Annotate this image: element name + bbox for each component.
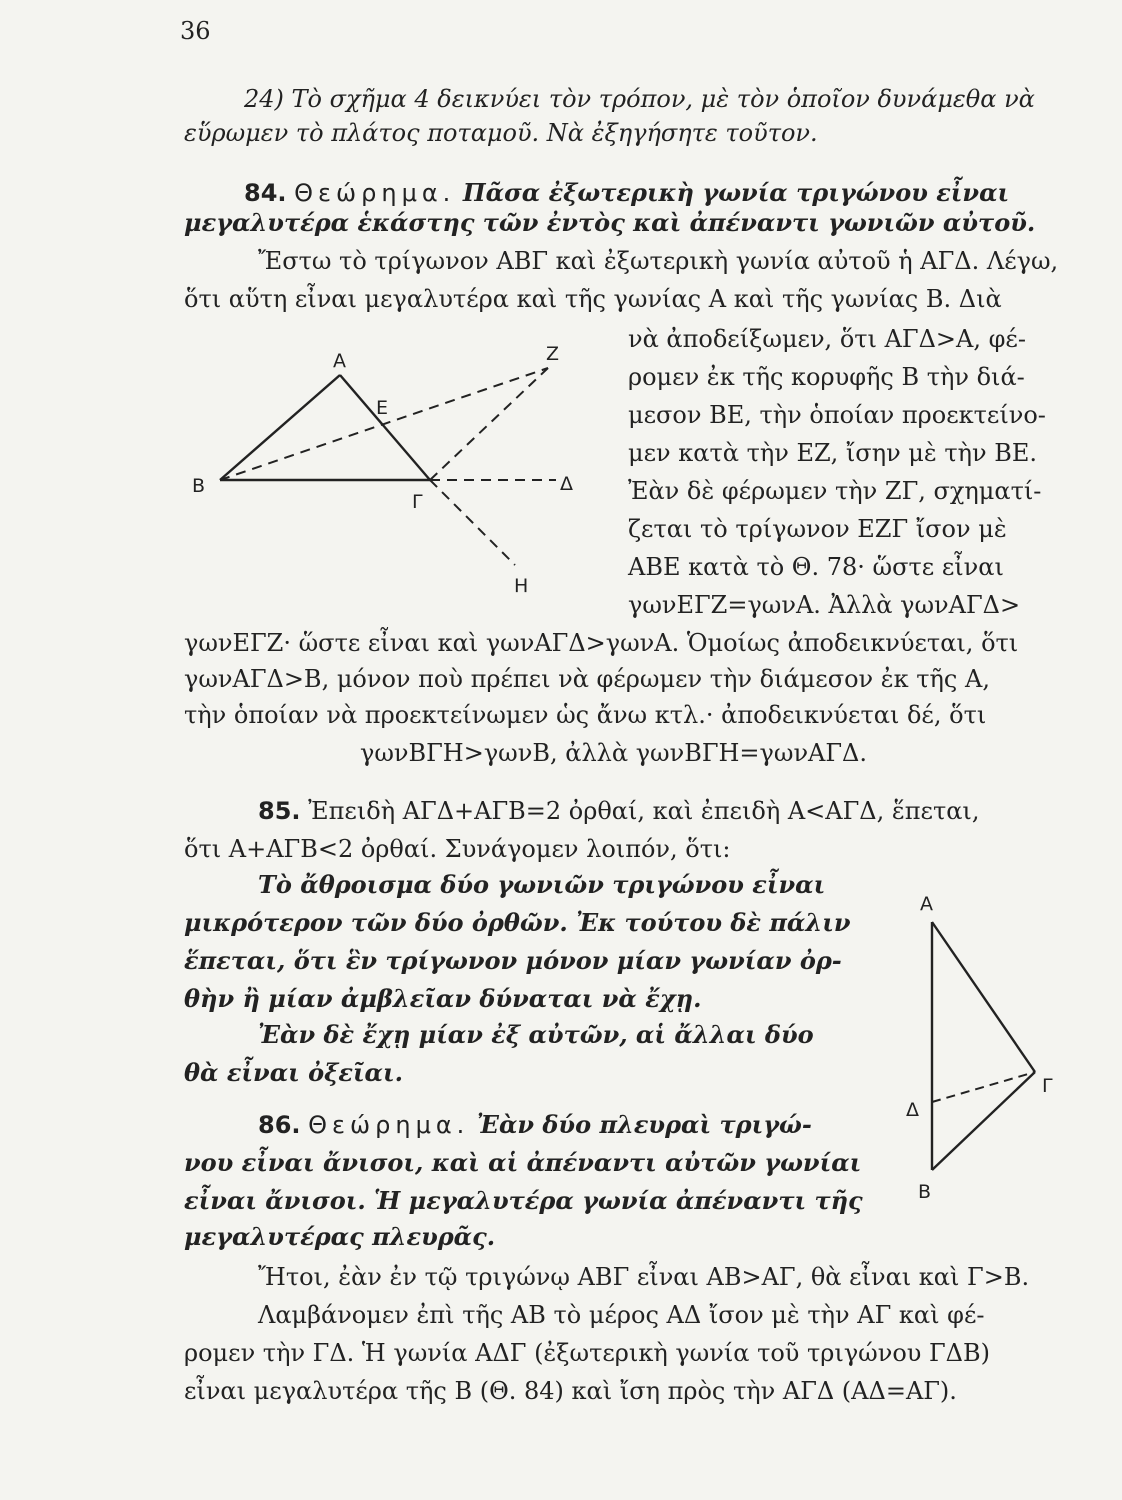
section-85-text-1: Ἐπειδὴ ΑΓΔ+ΑΓΒ=2 ὀρθαί, καὶ ἐπειδὴ Α<ΑΓΔ, ἕπεται,	[308, 797, 980, 825]
section-86-statement-1: Ἐὰν δύο πλευραὶ τριγώ-	[476, 1110, 812, 1139]
section-86-number: 86.	[258, 1111, 301, 1139]
fig1-label-z: Ζ	[546, 343, 560, 365]
section-85-bold-4: θὴν ἢ μίαν ἀμβλεῖαν δύναται νὰ ἔχῃ.	[184, 984, 702, 1013]
fig1-label-b: Β	[192, 475, 206, 497]
section-84-heading	[244, 176, 1009, 210]
section-86-statement-3: εἶναι ἄνισοι. Ἡ μεγαλυτέρα γωνία ἀπέναντι τῆς	[184, 1186, 863, 1215]
proof-86-line-4: εἶναι μεγαλυτέρα τῆς Β (Θ. 84) καὶ ἴση πρὸς τὴν ΑΓΔ (ΑΔ=ΑΓ).	[184, 1377, 957, 1405]
fig1-label-h: Η	[514, 575, 529, 597]
proof-84-right-8: γωνΕΓΖ=γωνΑ. Ἀλλὰ γωνΑΓΔ>	[628, 591, 1021, 619]
exercise-24-line-1: 24) Τὸ σχῆμα 4 δεικνύει τὸν τρόπον, μὲ τὸν ὁποῖον δυνάμεθα νὰ	[244, 85, 1035, 113]
fig2-label-g: Γ	[1042, 1075, 1053, 1097]
figure-triangle-unequal-sides	[880, 880, 1080, 1210]
proof-84-right-4: μεν κατὰ τὴν ΕΖ, ἴσην μὲ τὴν ΒΕ.	[628, 439, 1038, 467]
fig2-label-d: Δ	[906, 1099, 919, 1121]
fig1-label-a: Α	[333, 350, 346, 372]
segment-ag	[340, 375, 430, 480]
proof-84-right-1: νὰ ἀποδείξωμεν, ὅτι ΑΓΔ>Α, φέ-	[628, 325, 1026, 353]
section-85-line-1	[258, 794, 979, 828]
segment-gh-dashed	[430, 480, 515, 565]
section-85-bold-2: μικρότερον τῶν δύο ὀρθῶν. Ἐκ τούτου δὲ πάλιν	[184, 908, 851, 937]
proof-84-right-7: ΑΒΕ κατὰ τὸ Θ. 78· ὥστε εἶναι	[628, 553, 1004, 581]
section-85-bold-3: ἕπεται, ὅτι ἓν τρίγωνον μόνον μίαν γωνίαν ὀρ-	[184, 946, 842, 975]
proof-84-line-2: ὅτι αὕτη εἶναι μεγαλυτέρα καὶ τῆς γωνίας Α καὶ τῆς γωνίας Β. Διὰ	[184, 285, 1002, 313]
section-84-label: Θεώρημα.	[294, 179, 456, 207]
section-86-label: Θεώρημα.	[308, 1111, 470, 1139]
proof-84-right-2: ρομεν ἐκ τῆς κορυφῆς Β τὴν διά-	[628, 363, 1025, 391]
proof-84-line-1: Ἔστω τὸ τρίγωνον ΑΒΓ καὶ ἐξωτερικὴ γωνία αὐτοῦ ἡ ΑΓΔ. Λέγω,	[258, 247, 1059, 275]
proof-84-centered: γωνΒΓΗ>γωνΒ, ἀλλὰ γωνΒΓΗ=γωνΑΓΔ.	[360, 739, 867, 767]
proof-86-line-2: Λαμβάνομεν ἐπὶ τῆς ΑΒ τὸ μέρος ΑΔ ἴσον μὲ τὴν ΑΓ καὶ φέ-	[258, 1301, 985, 1329]
section-84-number: 84.	[244, 179, 287, 207]
section-84-statement-1: Πᾶσα ἐξωτερικὴ γωνία τριγώνου εἶναι	[462, 178, 1010, 207]
proof-84-right-5: Ἐὰν δὲ φέρωμεν τὴν ΖΓ, σχηματί-	[628, 477, 1042, 505]
section-84-statement-2: μεγαλυτέρα ἑκάστης τῶν ἐντὸς καὶ ἀπέναντι γωνιῶν αὐτοῦ.	[184, 208, 1036, 237]
segment-ba	[220, 375, 340, 480]
proof-84-bottom-3: τὴν ὁποίαν νὰ προεκτείνωμεν ὡς ἄνω κτλ.· ἀποδεικνύεται δέ, ὅτι	[184, 701, 987, 729]
fig2-label-b: Β	[918, 1181, 932, 1203]
segment-gz-dashed	[430, 368, 548, 480]
section-85-line-2: ὅτι Α+ΑΓΒ<2 ὀρθαί. Συνάγομεν λοιπόν, ὅτι:	[184, 835, 731, 863]
proof-84-bottom-1: γωνΕΓΖ· ὥστε εἶναι καὶ γωνΑΓΔ>γωνΑ. Ὁμοίως ἀποδεικνύεται, ὅτι	[184, 629, 1019, 657]
proof-86-line-1: Ἤτοι, ἐὰν ἐν τῷ τριγώνῳ ΑΒΓ εἶναι ΑΒ>ΑΓ, θὰ εἶναι καὶ Γ>Β.	[258, 1263, 1030, 1291]
page-number: 36	[180, 17, 211, 45]
proof-84-right-3: μεσον ΒΕ, τὴν ὁποίαν προεκτείνο-	[628, 401, 1046, 429]
section-85-number: 85.	[258, 797, 301, 825]
section-86-statement-2: νου εἶναι ἄνισοι, καὶ αἱ ἀπέναντι αὐτῶν γωνίαι	[184, 1148, 862, 1177]
fig2-label-a: Α	[920, 893, 933, 915]
proof-84-bottom-2: γωνΑΓΔ>Β, μόνον ποὺ πρέπει νὰ φέρωμεν τὴν διάμεσον ἐκ τῆς Α,	[184, 665, 990, 693]
proof-84-right-6: ζεται τὸ τρίγωνον ΕΖΓ ἴσον μὲ	[628, 515, 1007, 543]
section-85-bold-6: θὰ εἶναι ὀξεῖαι.	[184, 1058, 403, 1087]
proof-86-line-3: ρομεν τὴν ΓΔ. Ἡ γωνία ΑΔΓ (ἐξωτερικὴ γωνία τοῦ τριγώνου ΓΔΒ)	[184, 1339, 990, 1367]
section-86-statement-4: μεγαλυτέρας πλευρᾶς.	[184, 1222, 496, 1251]
segment-bz-dashed	[220, 368, 548, 480]
fig1-label-g: Γ	[412, 491, 423, 513]
segment-ag	[932, 922, 1035, 1072]
figure-triangle-exterior-angle	[180, 330, 620, 610]
fig1-label-d: Δ	[560, 473, 573, 495]
fig1-label-e: Ε	[376, 397, 389, 419]
section-85-bold-1: Τὸ ἄθροισμα δύο γωνιῶν τριγώνου εἶναι	[258, 870, 826, 899]
section-86-heading	[258, 1108, 812, 1142]
section-85-bold-5: Ἐὰν δὲ ἔχῃ μίαν ἐξ αὐτῶν, αἱ ἄλλαι δύο	[258, 1020, 814, 1049]
exercise-24-line-2: εὕρωμεν τὸ πλάτος ποταμοῦ. Νὰ ἐξηγήσητε τοῦτον.	[184, 119, 818, 147]
